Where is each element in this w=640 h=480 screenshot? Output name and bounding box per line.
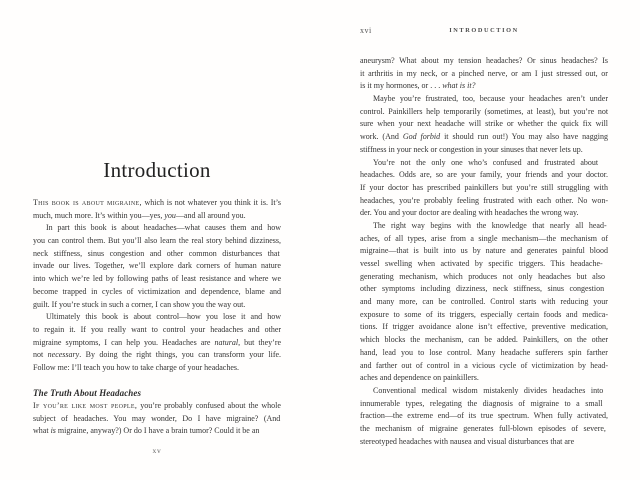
text-line: hand, lead you to lose control. Many headache sufferers spin farther (360, 347, 608, 357)
text-line: Ultimately this book is about control—how you lose it and how (46, 312, 281, 322)
text-line: Follow me: I’ll teach you how to take charge of your headaches. (33, 362, 240, 372)
running-header: INTRODUCTION (449, 27, 519, 34)
text-line: to regain it. If you really want to control your headaches and other (33, 324, 282, 334)
text-line: fraction—the extreme end—of its true spectrum. When fully activated, (360, 411, 609, 421)
right-page-number: xvi (360, 26, 372, 35)
text-line: If you’re like most people, you’re probably confused about the whole (33, 401, 281, 410)
text-line: aches and dependence on painkillers. (360, 373, 479, 383)
text-line: This book is about migraine, which is not whatever you think it is. It’s (33, 198, 281, 207)
text-line: into which we’re led by following paths of least resistance and where we (33, 274, 282, 284)
text-line: headaches. Odds are, so are your family, your friends and your doctor. (360, 170, 608, 180)
chapter-title: Introduction (103, 158, 211, 182)
text-line: generating mechanism, which produces not only headaches but also (360, 271, 606, 281)
text-line: the mechanism of migraine generates full-blown episodes of severe, (360, 423, 606, 433)
text-line: you can control them. But you’ll also learn the real story behind dizziness, (33, 236, 282, 246)
text-line: exposure to some of its triggers, especially certain foods and medica- (360, 309, 608, 319)
text-line: much, much more. It’s within you—yes, you—and all around you. (33, 210, 246, 220)
text-line: You’re not the only one who’s confused and frustrated about (373, 157, 599, 167)
text-line: stiffness in your neck or congestion in your sinuses that never lets up. (360, 144, 583, 154)
right-page-body (360, 55, 608, 448)
text-line: not necessary. By doing the right things, you can transform your life. (33, 350, 282, 360)
text-line: other symptoms including dizziness, neck stiffness, sinus congestion (360, 284, 605, 294)
text-line: and farther out of control in a vicious cycle of victimization by head- (360, 360, 609, 370)
text-line: If your doctor has prescribed painkillers but you’re still struggling with (360, 182, 608, 192)
text-line: control. Painkillers help temporarily (sometimes, at least), but you’re not (360, 106, 609, 116)
text-line: is it my hormones, or . . . what is it? (360, 81, 476, 91)
text-line: migraine symptoms, I can help you. Headaches are natural, but they’re (33, 337, 282, 347)
text-line: aneurysm? What about my tension headaches? Or sinus headaches? Is (360, 56, 609, 65)
text-line: sure when your next headache will strike or whether the quick fix will (360, 119, 609, 129)
left-page-number: xv (152, 446, 162, 455)
text-line: subject of headaches. You may wonder, Do I have migraine? (And (33, 413, 281, 423)
text-line: The right way begins with the knowledge that nearly all head- (373, 220, 607, 230)
text-line: aches, of all types, arise from a single mechanism—the mechanism of (360, 233, 609, 243)
text-line: work. (And God forbid it should run out!) You may also have nagging (360, 132, 608, 142)
text-line: what is migraine, anyway?) Or do I have a brain tumor? Could it be an (33, 426, 260, 436)
text-line: stereotyped headaches with nausea and visual disturbances that are (360, 436, 575, 446)
text-line: and many more, can be controlled. Control starts with reducing your (360, 297, 608, 307)
text-line: Maybe you’re frustrated, too, because your headaches aren’t under (373, 94, 608, 104)
text-line: which blocks the mechanism, can be added. Painkillers, on the other (360, 335, 609, 345)
right-page-header (360, 26, 608, 38)
text-line: Conventional medical wisdom mistakenly divides headaches into (373, 385, 604, 395)
text-line: become trapped in cycles of victimization and dependence, blame and (33, 286, 282, 296)
text-line: innumerable types, relegating the diagnosis of migraine to a small (360, 398, 603, 408)
text-line: In part this book is about headaches—what causes them and how (46, 223, 281, 233)
left-page-body (33, 197, 281, 438)
text-line: guilt. If you’re stuck in such a corner, I can show you the way out. (33, 299, 246, 309)
text-line: headaches, you’re probably feeling frustrated with each other. No won- (360, 195, 609, 205)
section-subheading: The Truth About Headaches (33, 388, 142, 399)
text-line: tions. If trigger avoidance alone isn’t effective, preventive medication, (360, 322, 608, 332)
text-line: der. You and your doctor are dealing with headaches the wrong way. (360, 208, 579, 218)
text-line: vessel swelling when activated by specific triggers. This headache- (360, 259, 603, 268)
text-line: it arthritis in my neck, or a pinched nerve, or am I just stressed out, or (360, 68, 608, 78)
text-line: migraine—that is built into us by nature and generates painful blood (360, 246, 609, 256)
text-line: invade our lives. Together, we’ll explore dark corners of human nature (33, 261, 281, 271)
text-line: neck stiffness, sinus congestion and other common disturbances that (33, 248, 280, 258)
